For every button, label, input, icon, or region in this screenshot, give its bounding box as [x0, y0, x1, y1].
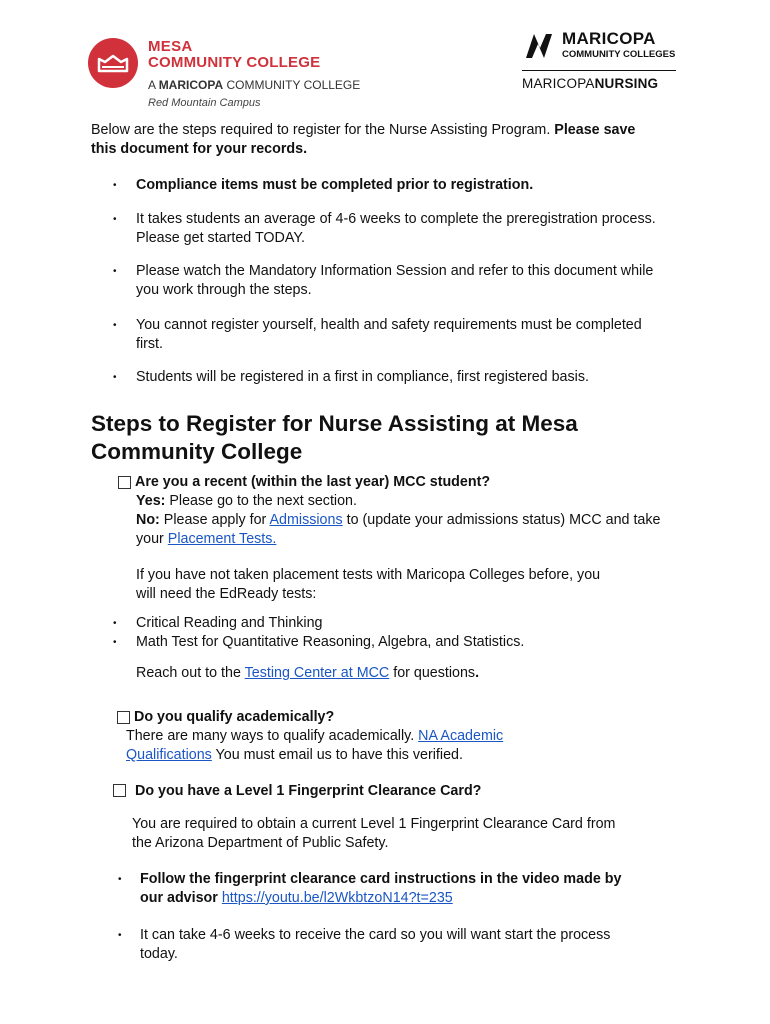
maricopa-mark-icon: [520, 28, 556, 64]
admissions-link[interactable]: Admissions: [269, 512, 343, 528]
nursing-a: MARICOPA: [522, 76, 595, 91]
mesa-logo-mark-icon: [88, 38, 138, 88]
test-text: Math Test for Quantitative Reasoning, Algebra, and Statistics.: [136, 634, 525, 650]
bullet-glyph: •: [113, 214, 117, 225]
testing-center-line: [136, 664, 479, 683]
logo-divider: [522, 70, 676, 71]
bullet-glyph: •: [118, 930, 122, 941]
reach-period: .: [475, 665, 480, 681]
step3-para-line1: You are required to obtain a current Level 1 Fingerprint Clearance Card from: [132, 816, 616, 832]
reach-text-a: Reach out to the: [136, 665, 245, 681]
reach-text-b: for questions: [389, 665, 476, 681]
no-label: No:: [136, 512, 160, 528]
qualifications-link[interactable]: Qualifications: [126, 747, 212, 763]
mesa-tag-pre: A: [148, 78, 159, 92]
step1-checkbox[interactable]: [118, 476, 131, 489]
title-line2: Community College: [91, 439, 303, 464]
bullet-text: first.: [136, 336, 164, 352]
bullet-text: you work through the steps.: [136, 282, 312, 298]
bullet-text: Students will be registered in a first in compliance, first registered basis.: [136, 369, 589, 385]
placement-line2: will need the EdReady tests:: [136, 586, 317, 602]
campus-name: Red Mountain Campus: [148, 97, 261, 109]
step1-yes: [136, 492, 357, 511]
step2-line2: [126, 746, 463, 765]
yes-label: Yes:: [136, 493, 166, 509]
testing-center-link[interactable]: Testing Center at MCC: [244, 665, 390, 681]
maricopa-logo: [520, 26, 690, 96]
step3-para-line2: the Arizona Department of Public Safety.: [132, 835, 389, 851]
bullet-text: You cannot register yourself, health and safety requirements must be completed: [136, 317, 642, 333]
no-text-a: Please apply for: [159, 512, 270, 528]
intro-paragraph: [91, 121, 701, 159]
advisor-label: our advisor: [140, 890, 222, 906]
mesa-tag-bold: MARICOPA: [158, 78, 224, 92]
na-academic-link[interactable]: NA Academic: [418, 728, 504, 744]
step3-bullet2-line2: today.: [140, 946, 178, 962]
bullet-text: Compliance items must be completed prior to registration.: [136, 177, 534, 193]
no-text-b: to (update your admissions status) MCC and take: [342, 512, 661, 528]
step2-line1: [126, 727, 503, 746]
maricopa-name: MARICOPA: [562, 29, 656, 48]
step2-text-a: There are many ways to qualify academically.: [126, 728, 419, 744]
yes-text: Please go to the next section.: [165, 493, 357, 509]
bullet-glyph: •: [118, 874, 122, 885]
test-text: Critical Reading and Thinking: [136, 615, 323, 631]
bullet-text: Please get started TODAY.: [136, 230, 306, 246]
bullet-glyph: •: [113, 637, 117, 648]
mesa-logo: [88, 38, 388, 118]
step1-no-cont: [136, 530, 276, 549]
intro-text: Below are the steps required to register for the Nurse Assisting Program.: [91, 122, 555, 138]
placement-line1: If you have not taken placement tests with Maricopa Colleges before, you: [136, 567, 601, 583]
bullet-glyph: •: [113, 180, 117, 191]
bullet-text: It takes students an average of 4-6 weeks to complete the preregistration process.: [136, 211, 656, 227]
bullet-glyph: •: [113, 618, 117, 629]
intro-bold1: Please save: [554, 122, 636, 138]
step2-checkbox[interactable]: [117, 711, 130, 724]
step3-bullet1-line2: [140, 889, 453, 908]
step3-bullet1-line1: Follow the fingerprint clearance card instructions in the video made by: [140, 871, 622, 887]
nursing-b: NURSING: [594, 76, 659, 91]
intro-bold2: this document for your records.: [91, 141, 308, 157]
step1-no: [136, 511, 660, 530]
mesa-tagline: [148, 78, 360, 92]
step1-question: Are you a recent (within the last year) MCC student?: [135, 474, 491, 490]
step3-bullet2-line1: It can take 4-6 weeks to receive the card so you will want start the process: [140, 927, 611, 943]
mesa-name-line1: MESA: [148, 38, 193, 55]
mesa-name-line2: COMMUNITY COLLEGE: [148, 54, 321, 71]
maricopa-nursing: [522, 76, 658, 91]
placement-tests-link[interactable]: Placement Tests.: [167, 531, 277, 547]
placement-paragraph: [136, 566, 600, 604]
step3-paragraph: [132, 815, 615, 853]
bullet-glyph: •: [113, 372, 117, 383]
bullet-glyph: •: [113, 320, 117, 331]
title-line1: Steps to Register for Nurse Assisting at Mesa: [91, 411, 578, 436]
bullet-glyph: •: [113, 266, 117, 277]
maricopa-sub: COMMUNITY COLLEGES: [562, 49, 676, 60]
no-text-c: your: [136, 531, 168, 547]
mesa-tag-post: COMMUNITY COLLEGE: [223, 78, 361, 92]
step2-text-b: You must email us to have this verified.: [211, 747, 463, 763]
page-title: [91, 410, 691, 466]
bullet-text: Please watch the Mandatory Information Session and refer to this document while: [136, 263, 654, 279]
step3-question: Do you have a Level 1 Fingerprint Clearance Card?: [135, 783, 482, 799]
step2-question: Do you qualify academically?: [134, 709, 335, 725]
youtube-link[interactable]: https://youtu.be/l2WkbtzoN14?t=235: [221, 890, 453, 906]
step3-checkbox[interactable]: [113, 784, 126, 797]
